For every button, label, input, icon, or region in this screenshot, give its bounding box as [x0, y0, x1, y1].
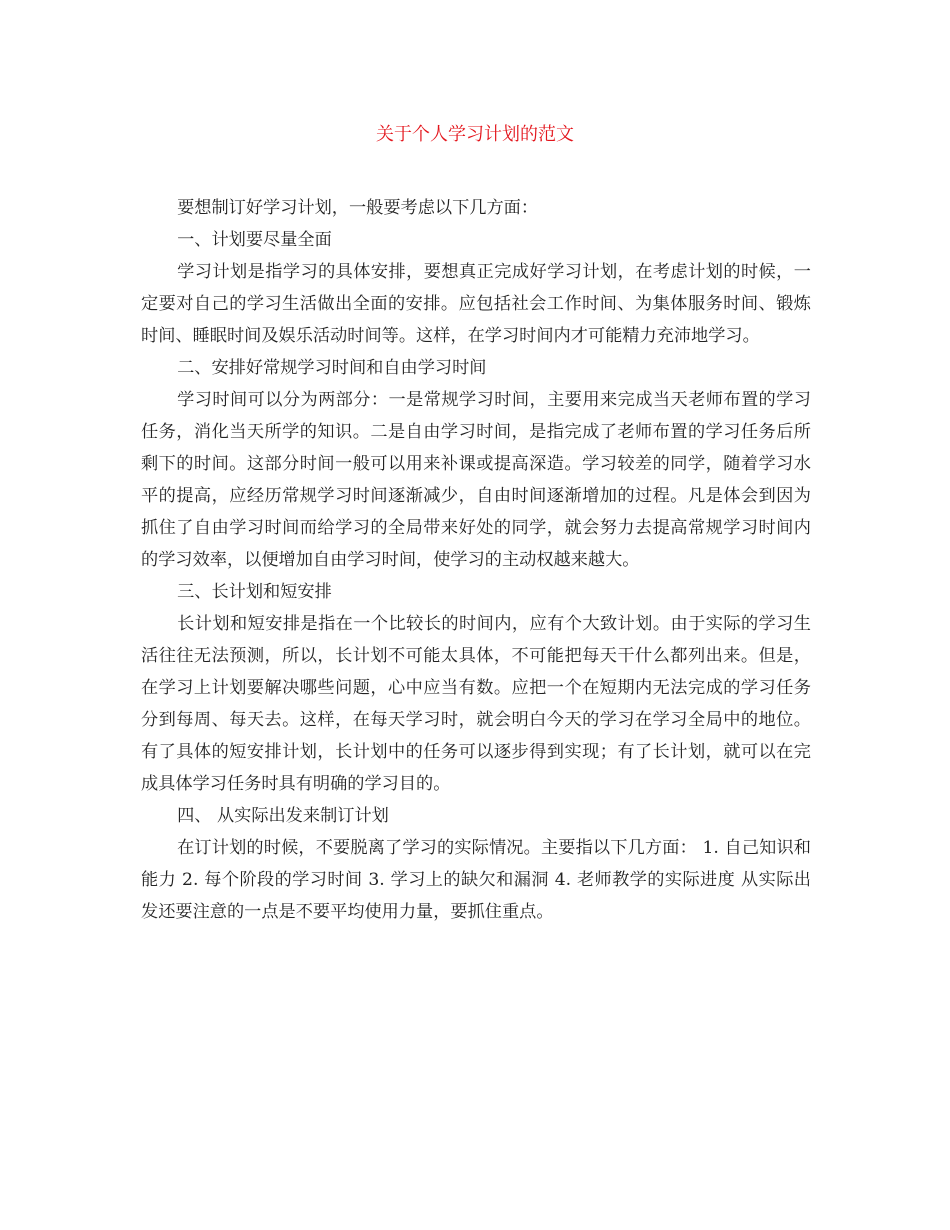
document-title: 关于个人学习计划的范文	[376, 124, 574, 145]
section-body-4: 在订计划的时候，不要脱离了学习的实际情况。主要指以下几方面： 1. 自己知识和能力 2. 每个阶段的学习时间 3. 学习上的缺欠和漏洞 4. 老师教学的实际进度 从实际出发还要注意的一点是不要平均使用力量，要抓住重点。	[141, 838, 811, 922]
section-heading-4: 四、 从实际出发来制订计划	[177, 806, 389, 826]
section-body-2: 学习时间可以分为两部分：一是常规学习时间，主要用来完成当天老师布置的学习任务，消化当天所学的知识。二是自由学习时间，是指完成了老师布置的学习任务后所剩下的时间。这部分时间一般可以用来补课或提高深造。学习较差的同学，随着学习水平的提高，应经历常规学习时间逐渐减少，自由时间逐渐增加的过程。凡是体会到因为抓住了自由学习时间而给学习的全局带来好处的同学，就会努力去提高常规学习时间内的学习效率，以便增加自由学习时间，使学习的主动权越来越大。	[141, 390, 811, 570]
document-body	[141, 192, 811, 928]
section-heading-1: 一、计划要尽量全面	[177, 230, 332, 250]
section-body-3: 长计划和短安排是指在一个比较长的时间内，应有个大致计划。由于实际的学习生活往往无法预测，所以，长计划不可能太具体，不可能把每天干什么都列出来。但是，在学习上计划要解决哪些问题，心中应当有数。应把一个在短期内无法完成的学习任务分到每周、每天去。这样，在每天学习时，就会明白今天的学习在学习全局中的地位。有了具体的短安排计划，长计划中的任务可以逐步得到实现；有了长计划，就可以在完成具体学习任务时具有明确的学习目的。	[141, 614, 811, 794]
section-heading-2: 二、安排好常规学习时间和自由学习时间	[177, 358, 487, 378]
intro-paragraph: 要想制订好学习计划，一般要考虑以下几方面：	[177, 198, 539, 218]
section-heading-3: 三、长计划和短安排	[177, 582, 332, 602]
section-body-1: 学习计划是指学习的具体安排，要想真正完成好学习计划，在考虑计划的时候，一定要对自己的学习生活做出全面的安排。应包括社会工作时间、为集体服务时间、锻炼时间、睡眠时间及娱乐活动时间等。这样，在学习时间内才可能精力充沛地学习。	[141, 262, 811, 346]
